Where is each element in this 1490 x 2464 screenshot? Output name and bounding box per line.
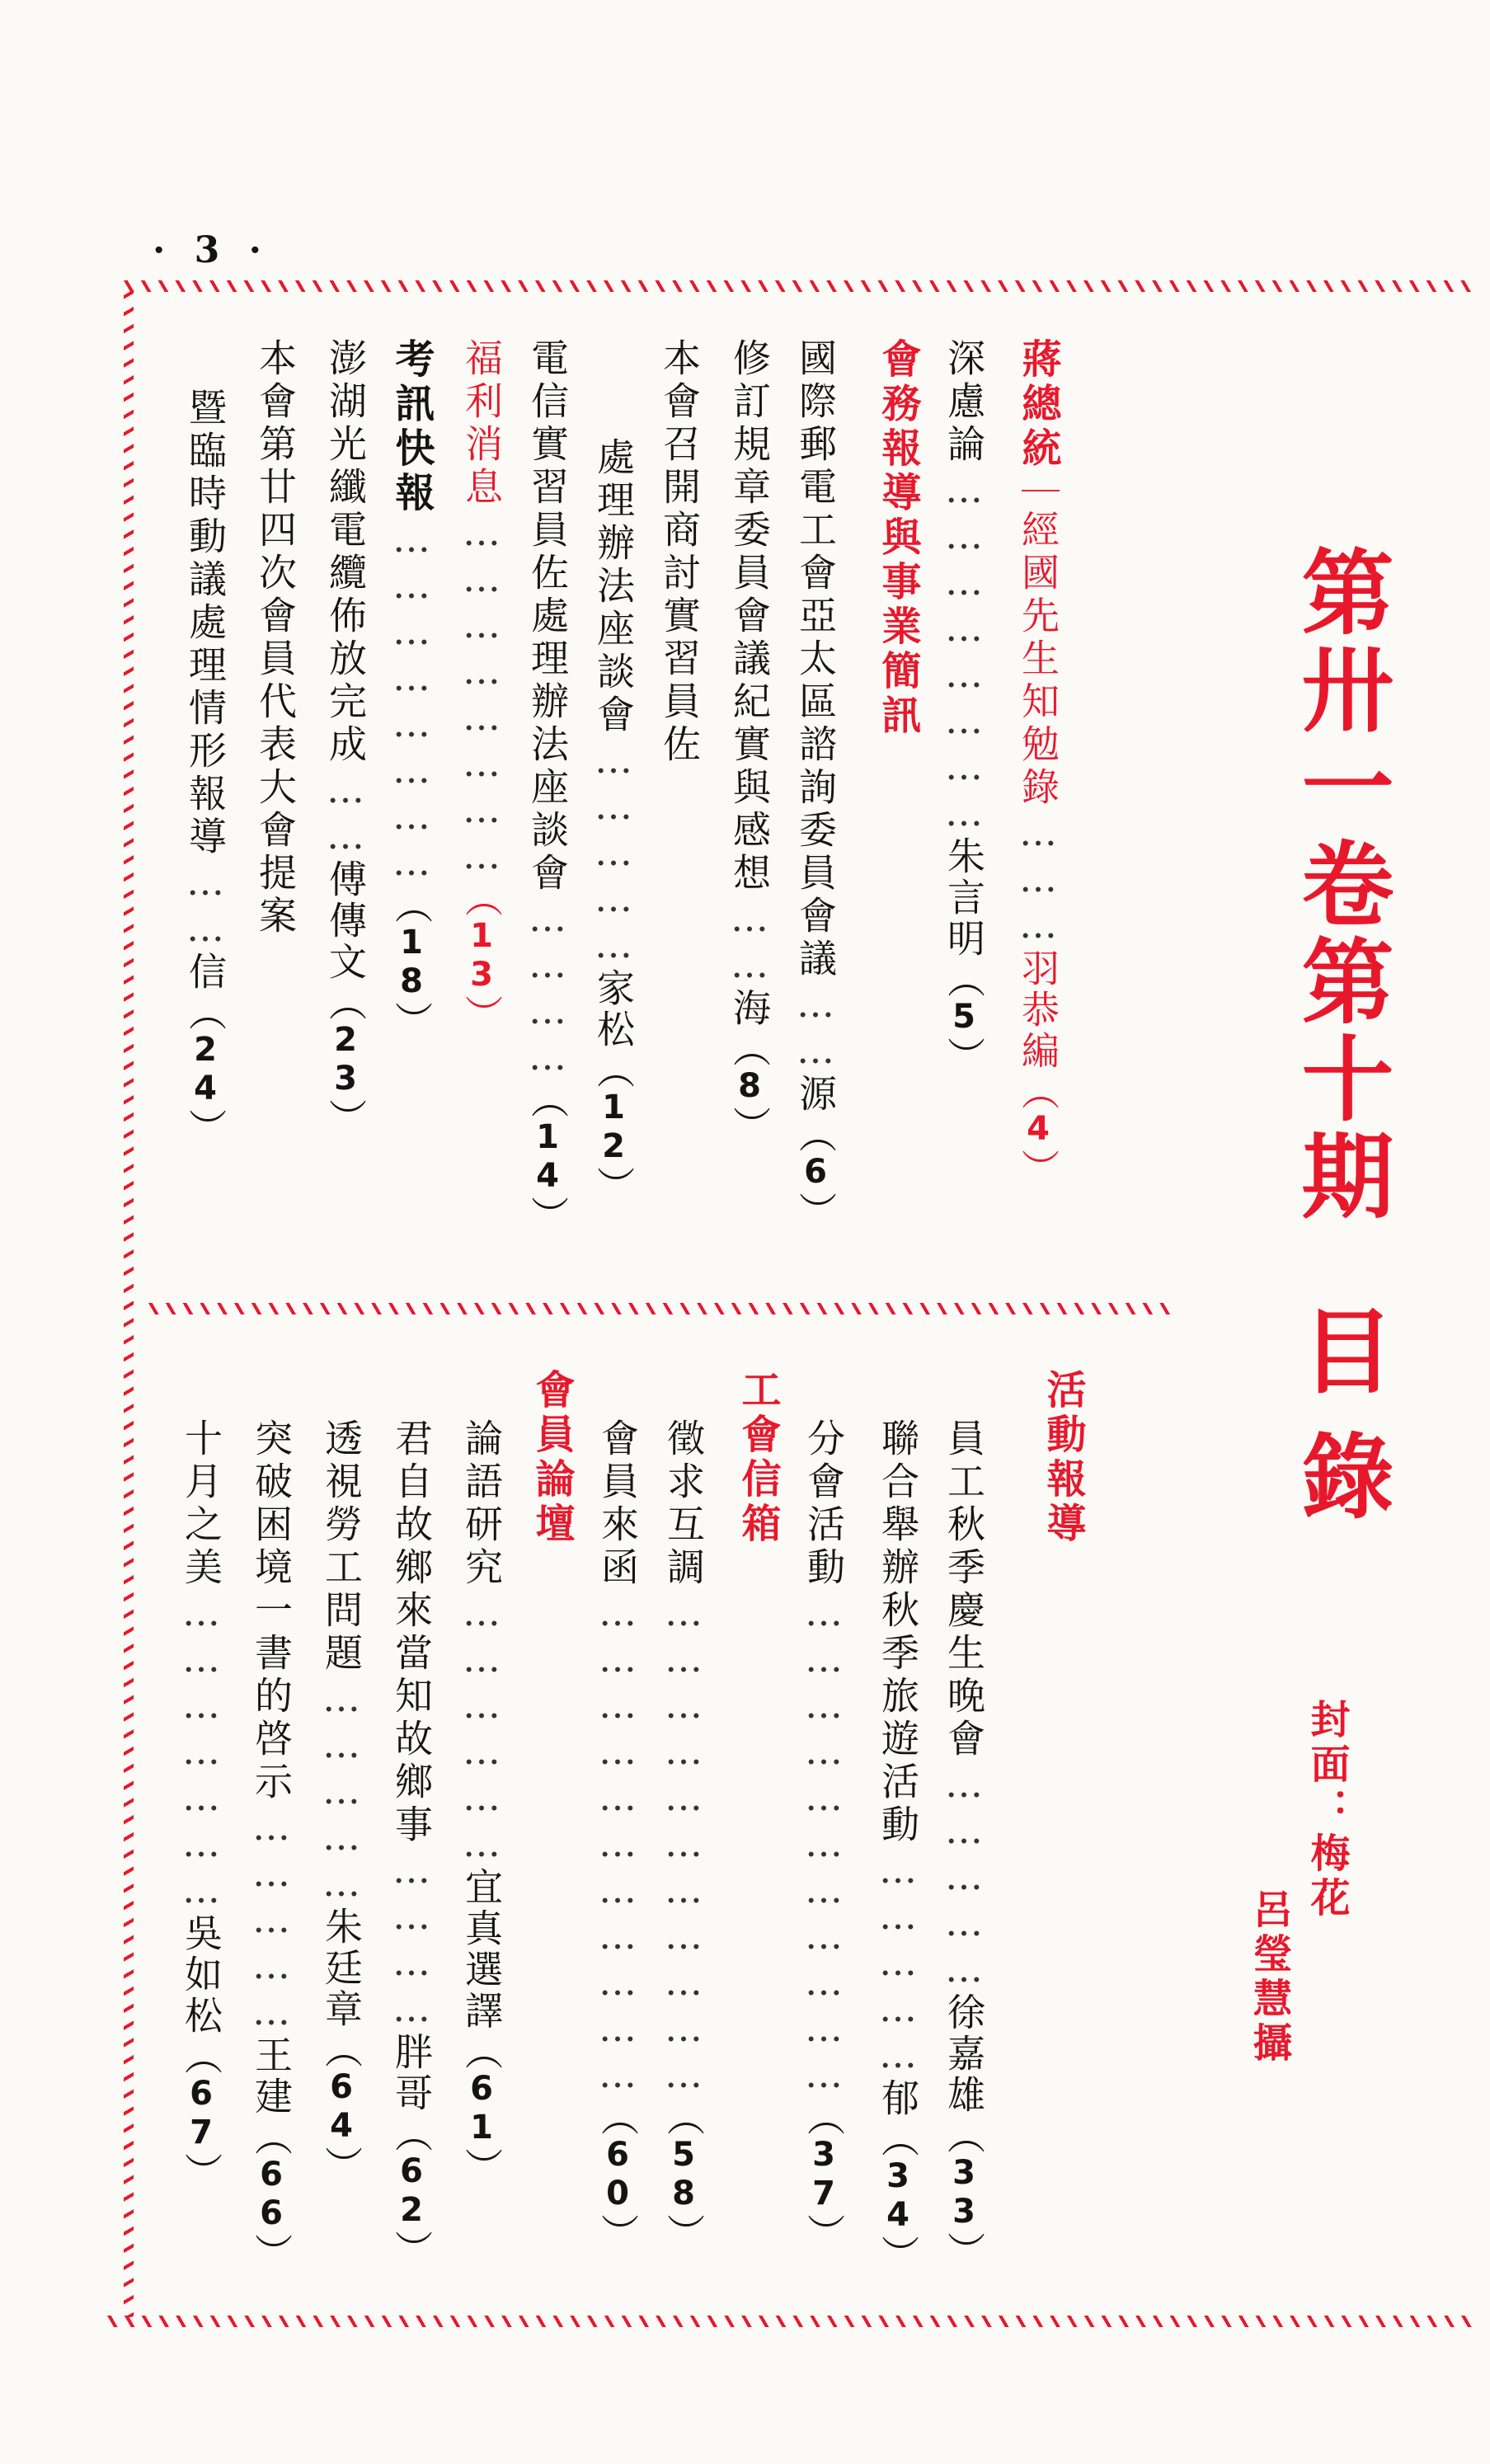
toc-entry-news-1[interactable]: 國際郵電工會亞太區諮詢委員會議……源（6） [793, 338, 838, 1230]
toc-entry-news-5[interactable]: 電信實習員佐處理辦法座談會…………（14） [525, 338, 570, 1234]
entry-page: 13 [463, 917, 501, 995]
leader-dots: …………………… [389, 516, 434, 886]
entry-page: 18 [392, 924, 430, 1001]
leader-dots: ………………… [179, 1590, 223, 1913]
cover-credit-line2: 呂瑩慧攝 [1246, 1888, 1292, 2067]
entry-page: 8 [731, 1067, 769, 1106]
entry-title: 電信實習員佐處理辦法座談會 [525, 338, 570, 896]
page-number: · 3 · [153, 229, 270, 271]
entry-author: 王建 [249, 2035, 294, 2118]
leader-dots: …………………………… [801, 1590, 846, 2098]
entry-author: 吳如松 [179, 1913, 223, 2037]
entry-title: 論語研究 [459, 1418, 504, 1590]
leader-dots: …………………………… [661, 1590, 706, 2098]
entry-page: 4 [1019, 1110, 1057, 1149]
frame-bottom-border [107, 2316, 1476, 2327]
toc-entry-activity-2[interactable]: 聯合舉辦秋季旅遊活動……………郁（34） [876, 1418, 920, 2273]
leader-dots: …… [323, 767, 368, 859]
toc-entry-forum-2[interactable]: 君自故鄉來當知故鄉事…………胖哥（62） [389, 1418, 434, 2268]
entry-author: 海 [727, 988, 772, 1029]
toc-entry-forum-3[interactable]: 透視勞工問題……………朱廷章（64） [319, 1418, 364, 2184]
entry-author: 郁 [876, 2078, 920, 2119]
entry-author: 朱廷章 [319, 1907, 364, 2030]
toc-entry-forum-1[interactable]: 論語研究………………宜真選譯（61） [459, 1418, 504, 2185]
entry-title: 國際郵電工會亞太區諮詢委員會議 [793, 338, 838, 981]
entry-page: 12 [595, 1089, 632, 1166]
entry-page: 34 [879, 2157, 917, 2235]
frame-top-border [124, 280, 1476, 292]
entry-page: 67 [182, 2075, 220, 2152]
entry-author: 胖哥 [389, 2032, 434, 2114]
entry-title: 聯合舉辦秋季旅遊活動 [876, 1418, 920, 1847]
entry-author: 源 [793, 1074, 838, 1115]
entry-page: 60 [599, 2136, 637, 2213]
toc-entry-essay[interactable]: 深慮論……………………朱言明（5） [942, 338, 986, 1074]
dash: ｜ [1016, 472, 1060, 510]
entry-title: 透視勞工問題 [319, 1418, 364, 1676]
toc-entry-activity-3[interactable]: 分會活動……………………………（37） [801, 1418, 846, 2251]
toc-entry-news-3[interactable] [656, 338, 703, 767]
leader-dots: …………… [942, 1761, 986, 1992]
entry-title: 本會召開商討實習員佐 [657, 338, 702, 767]
leader-dots: …………………… [942, 467, 986, 836]
toc-entry-news-4[interactable]: 處理辦法座談會……………家松（12） [591, 437, 636, 1204]
toc-title: 目錄 [1286, 1303, 1394, 1554]
leader-dots: ……………… [459, 1590, 504, 1867]
leader-dots: …………………… [459, 510, 504, 879]
activity-heading: 活動報導 [1040, 1369, 1086, 1547]
leader-dots: …… [793, 981, 838, 1074]
leader-dots: …… [183, 859, 228, 952]
entry-title: 修訂規章委員會議紀實與感想 [727, 338, 772, 896]
entry-author: 宜真選譯 [459, 1867, 504, 2032]
leader-dots: ………… [525, 896, 570, 1080]
entry-title: 經國先生知勉錄 [1016, 510, 1060, 810]
mailbox-heading: 工會信箱 [735, 1369, 781, 1547]
entry-title: 福利消息 [459, 338, 504, 510]
toc-entry-misc-2[interactable] [251, 338, 299, 938]
entry-author: 家松 [591, 968, 636, 1051]
toc-entry-activity-1[interactable]: 員工秋季慶生晚會……………徐嘉雄（33） [942, 1418, 986, 2269]
leader-dots: …………… [591, 737, 636, 968]
leader-dots: …………… [249, 1804, 294, 2035]
entry-title: 深慮論 [942, 338, 986, 467]
leader-dots: ………… [389, 1847, 434, 2032]
news-heading: 會務報導與事業簡訊 [875, 338, 921, 739]
entry-page: 58 [665, 2136, 703, 2213]
toc-entry-mailbox-2[interactable]: 會員來函……………………………（60） [595, 1418, 640, 2251]
entry-page: 66 [252, 2156, 290, 2233]
toc-entry-mailbox-1[interactable]: 徵求互調……………………………（58） [661, 1418, 706, 2251]
frame-left-border [124, 289, 134, 2317]
entry-title: 本會第廿四次會員代表大會提案 [253, 338, 298, 938]
entry-title: 十月之美 [179, 1418, 223, 1590]
entry-title: 突破困境一書的啓示 [249, 1418, 294, 1804]
leader-dots: …… [727, 896, 772, 988]
entry-title: 處理辦法座談會 [591, 437, 636, 737]
leader-dots: ……… [1016, 810, 1060, 948]
entry-author: 傅傳文 [323, 859, 368, 983]
entry-author: 朱言明 [942, 836, 986, 960]
leader-dots: …………………………… [595, 1590, 640, 2098]
feature-heading: 蔣總統 [1015, 338, 1061, 472]
entry-author: 羽恭編 [1016, 948, 1060, 1072]
entry-title: 會員來函 [595, 1418, 640, 1590]
toc-entry-forum-4[interactable]: 突破困境一書的啓示……………王建（66） [249, 1418, 294, 2271]
entry-title: 員工秋季慶生晚會 [942, 1418, 986, 1761]
entry-page: 61 [463, 2070, 501, 2147]
toc-entry-welfare[interactable]: 福利消息……………………（13） [459, 338, 504, 1032]
frame-middle-border [148, 1303, 1171, 1314]
entry-author: 徐嘉雄 [942, 1992, 986, 2116]
entry-page: 24 [186, 1031, 224, 1108]
entry-author: 信 [183, 952, 228, 993]
cover-credit-line1: 封面：梅花 [1304, 1699, 1350, 1921]
entry-title: 分會活動 [801, 1418, 846, 1590]
entry-page: 6 [797, 1153, 834, 1192]
toc-entry-misc-3[interactable]: 暨臨時動議處理情形報導……信（24） [183, 388, 228, 1146]
entry-page: 62 [392, 2152, 430, 2230]
entry-page: 14 [529, 1118, 566, 1196]
toc-entry-quick[interactable]: 考訊快報……………………（18） [388, 338, 435, 1039]
entry-page: 64 [322, 2068, 360, 2146]
toc-entry-forum-5[interactable]: 十月之美…………………吳如松（67） [179, 1418, 223, 2190]
forum-heading: 會員論壇 [529, 1369, 575, 1547]
toc-entry-news-2[interactable]: 修訂規章委員會議紀實與感想……海（8） [727, 338, 772, 1144]
entry-title: 澎湖光纖電纜佈放完成 [323, 338, 368, 767]
entry-page: 23 [327, 1021, 364, 1098]
quick-heading: 考訊快報 [388, 338, 435, 516]
leader-dots: …………… [319, 1676, 364, 1907]
issue-title: 第卅一卷第十期 [1286, 544, 1394, 1225]
entry-page: 37 [805, 2136, 843, 2213]
entry-title: 徵求互調 [661, 1418, 706, 1590]
entry-title: 君自故鄉來當知故鄉事 [389, 1418, 434, 1847]
leader-dots: …………… [876, 1847, 920, 2078]
toc-entry-feature[interactable]: 蔣總統｜經國先生知勉錄………羽恭編（4） [1015, 338, 1061, 1187]
entry-title: 暨臨時動議處理情形報導 [183, 388, 228, 859]
entry-page: 5 [945, 998, 983, 1037]
entry-page: 33 [945, 2154, 983, 2231]
toc-entry-misc-1[interactable]: 澎湖光纖電纜佈放完成……傅傳文（23） [323, 338, 368, 1136]
